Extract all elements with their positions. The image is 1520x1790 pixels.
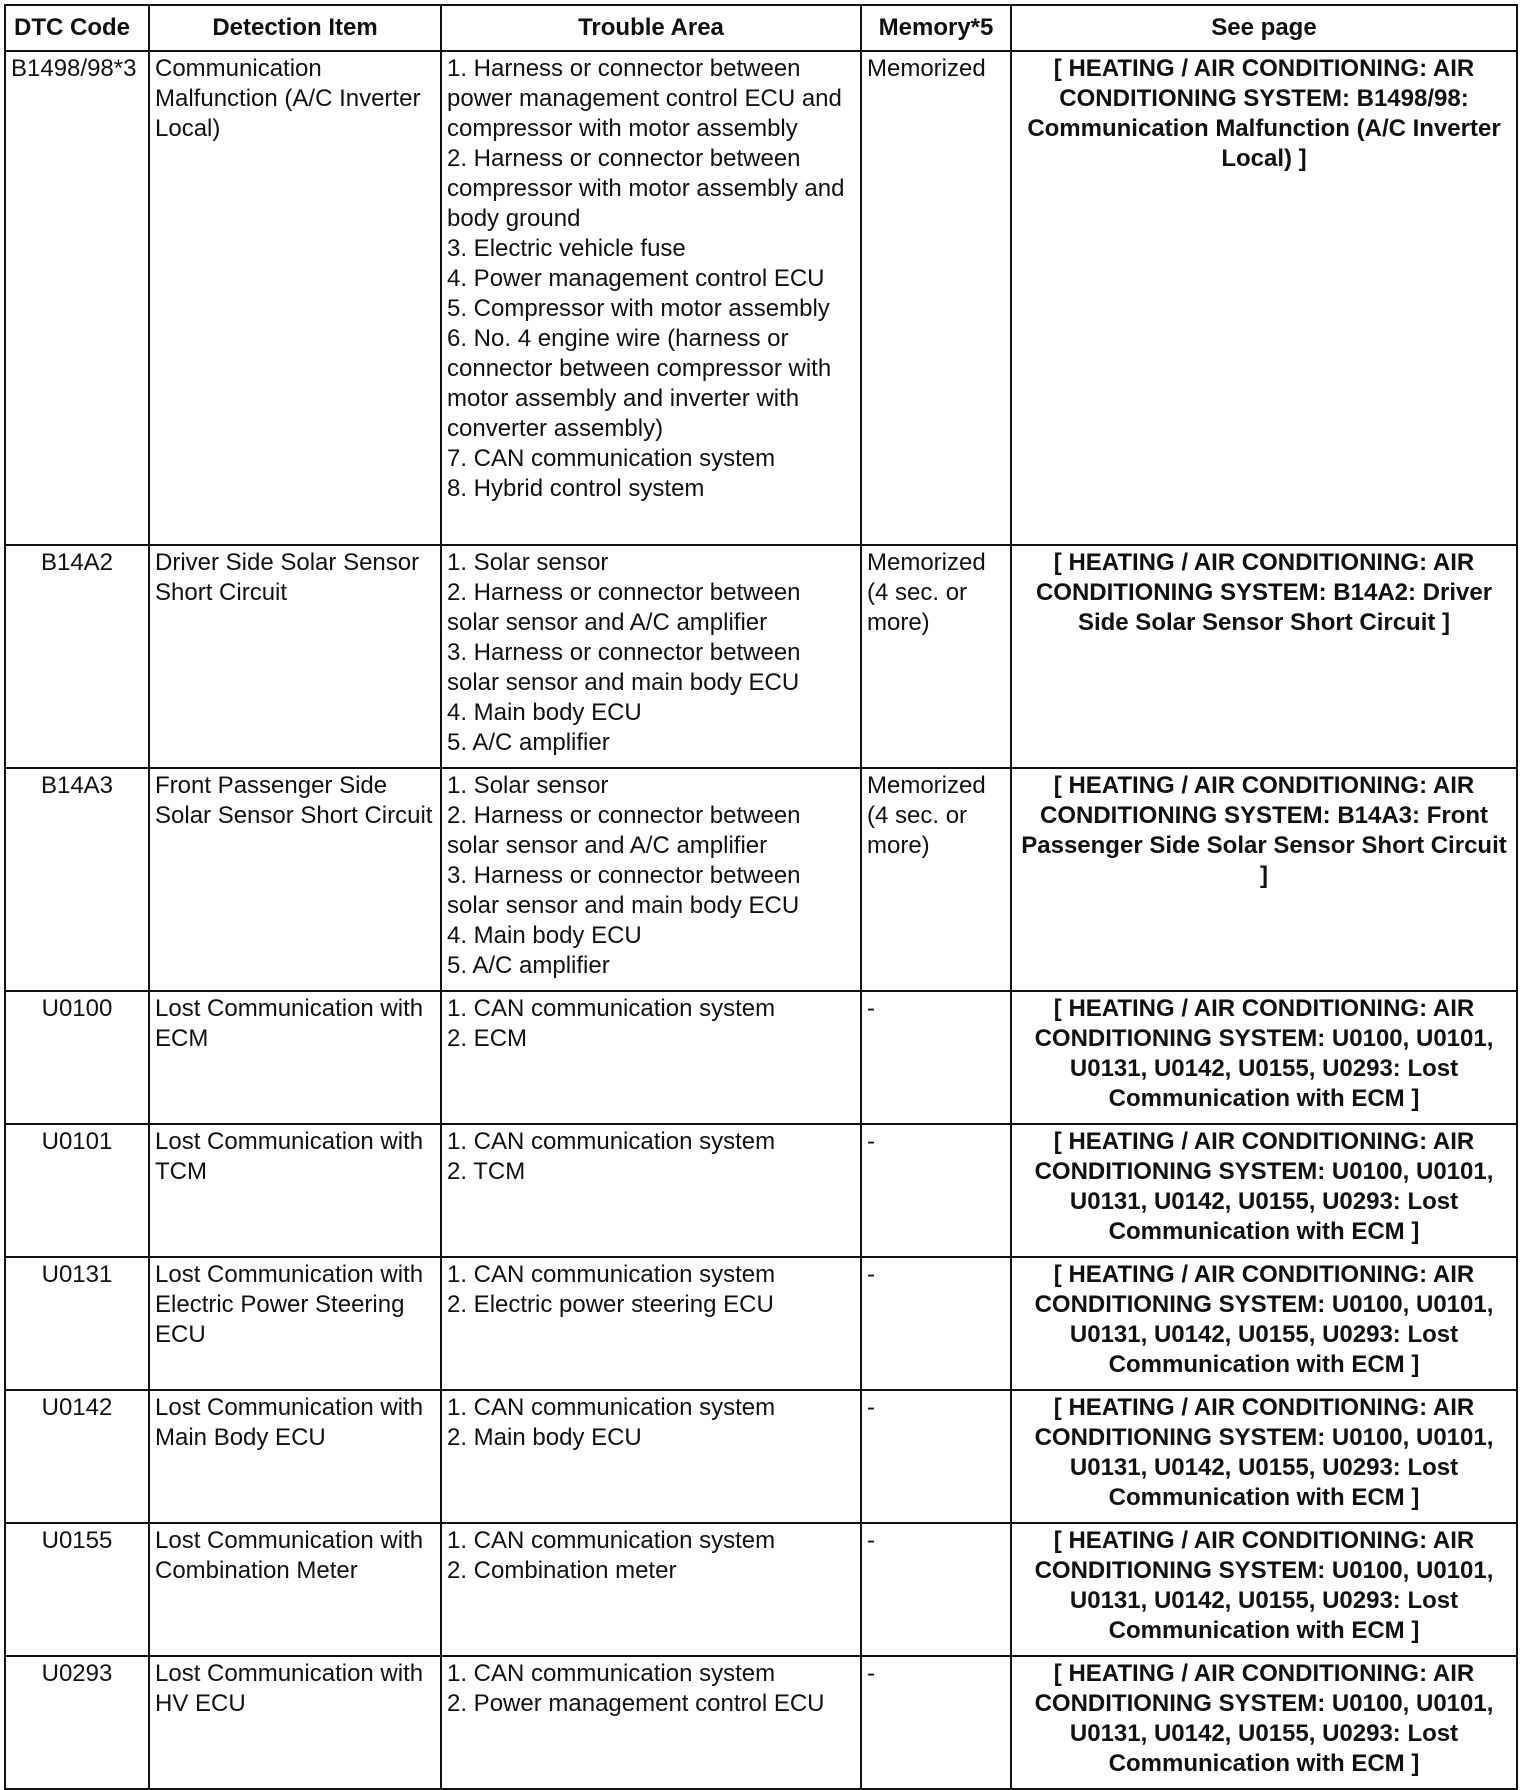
trouble-area-item: 1. CAN communication system [447, 1128, 776, 1155]
dtc-code-cell: B1498/98*3 [5, 51, 149, 545]
table-row [5, 51, 1517, 545]
header-trouble-area: Trouble Area [441, 5, 861, 51]
trouble-area-item: 1. CAN communication system [447, 995, 776, 1022]
trouble-area-item: 6. No. 4 engine wire (harness or connector between compressor with motor assembly and inverter with converter assembly) [447, 325, 832, 442]
trouble-area-item: 2. Electric power steering ECU [447, 1291, 774, 1318]
memory-cell: - [861, 1124, 1011, 1257]
memory-cell: - [861, 1656, 1011, 1789]
detection-item-cell: Lost Communication with HV ECU [149, 1656, 441, 1789]
dtc-code-cell: U0101 [5, 1124, 149, 1257]
dtc-code-cell: U0131 [5, 1257, 149, 1390]
trouble-area-item: 3. Electric vehicle fuse [447, 235, 686, 262]
dtc-code-cell: B14A3 [5, 768, 149, 991]
memory-cell: Memorized [861, 51, 1011, 545]
trouble-area-cell [441, 768, 861, 991]
table-row [5, 991, 1517, 1124]
see-page-link[interactable]: [ HEATING / AIR CONDITIONING: AIR CONDITIONING SYSTEM: U0100, U0101, U0131, U0142, U0155, U0293: Lost Communication with ECM ] [1011, 1656, 1517, 1789]
table-row [5, 1523, 1517, 1656]
trouble-area-cell [441, 51, 861, 545]
see-page-link[interactable]: [ HEATING / AIR CONDITIONING: AIR CONDITIONING SYSTEM: U0100, U0101, U0131, U0142, U0155, U0293: Lost Communication with ECM ] [1011, 991, 1517, 1124]
see-page-link[interactable]: [ HEATING / AIR CONDITIONING: AIR CONDITIONING SYSTEM: U0100, U0101, U0131, U0142, U0155, U0293: Lost Communication with ECM ] [1011, 1390, 1517, 1523]
trouble-area-cell [441, 1390, 861, 1523]
trouble-area-item: 1. CAN communication system [447, 1660, 776, 1687]
detection-item-cell: Lost Communication with TCM [149, 1124, 441, 1257]
table-row [5, 768, 1517, 991]
trouble-area-item: 2. Harness or connector between compressor with motor assembly and body ground [447, 145, 845, 232]
table-row [5, 1257, 1517, 1390]
trouble-area-cell [441, 991, 861, 1124]
dtc-code-cell: U0100 [5, 991, 149, 1124]
trouble-area-item: 2. Power management control ECU [447, 1690, 825, 1717]
see-page-link[interactable]: [ HEATING / AIR CONDITIONING: AIR CONDITIONING SYSTEM: B14A2: Driver Side Solar Sensor Short Circuit ] [1011, 545, 1517, 768]
see-page-link[interactable]: [ HEATING / AIR CONDITIONING: AIR CONDITIONING SYSTEM: B1498/98: Communication Malfunction (A/C Inverter Local) ] [1011, 51, 1517, 545]
dtc-code-cell: U0293 [5, 1656, 149, 1789]
trouble-area-item: 2. Combination meter [447, 1557, 677, 1584]
dtc-code-cell: U0142 [5, 1390, 149, 1523]
trouble-area-item: 7. CAN communication system [447, 445, 776, 472]
header-dtc-code: DTC Code [5, 5, 149, 51]
trouble-area-item: 1. Harness or connector between power management control ECU and compressor with motor assembly [447, 55, 842, 142]
detection-item-cell: Lost Communication with Combination Meter [149, 1523, 441, 1656]
trouble-area-item: 2. TCM [447, 1158, 526, 1185]
see-page-link[interactable]: [ HEATING / AIR CONDITIONING: AIR CONDITIONING SYSTEM: U0100, U0101, U0131, U0142, U0155, U0293: Lost Communication with ECM ] [1011, 1124, 1517, 1257]
detection-item-cell: Lost Communication with ECM [149, 991, 441, 1124]
trouble-area-item: 3. Harness or connector between solar sensor and main body ECU [447, 639, 801, 696]
trouble-area-item: 2. Main body ECU [447, 1424, 642, 1451]
trouble-area-cell [441, 1523, 861, 1656]
detection-item-cell: Front Passenger Side Solar Sensor Short Circuit [149, 768, 441, 991]
trouble-area-item: 4. Main body ECU [447, 922, 642, 949]
trouble-area-item: 2. ECM [447, 1025, 528, 1052]
memory-cell: - [861, 1390, 1011, 1523]
trouble-area-cell [441, 1124, 861, 1257]
memory-cell: - [861, 1523, 1011, 1656]
memory-cell: - [861, 1257, 1011, 1390]
header-see-page: See page [1011, 5, 1517, 51]
table-header [5, 5, 1517, 51]
memory-cell: Memorized (4 sec. or more) [861, 768, 1011, 991]
trouble-area-item: 5. A/C amplifier [447, 729, 610, 756]
dtc-code-cell: B14A2 [5, 545, 149, 768]
memory-cell: Memorized (4 sec. or more) [861, 545, 1011, 768]
trouble-area-item: 5. Compressor with motor assembly [447, 295, 830, 322]
trouble-area-item: 1. Solar sensor [447, 772, 609, 799]
trouble-area-item: 4. Power management control ECU [447, 265, 825, 292]
table-row [5, 1390, 1517, 1523]
see-page-link[interactable]: [ HEATING / AIR CONDITIONING: AIR CONDITIONING SYSTEM: U0100, U0101, U0131, U0142, U0155, U0293: Lost Communication with ECM ] [1011, 1257, 1517, 1390]
trouble-area-item: 3. Harness or connector between solar sensor and main body ECU [447, 862, 801, 919]
trouble-area-item: 1. Solar sensor [447, 549, 609, 576]
detection-item-cell: Communication Malfunction (A/C Inverter Local) [149, 51, 441, 545]
table-row [5, 545, 1517, 768]
trouble-area-item: 2. Harness or connector between solar sensor and A/C amplifier [447, 802, 801, 859]
trouble-area-cell [441, 1656, 861, 1789]
table-body [5, 51, 1517, 1789]
trouble-area-item: 1. CAN communication system [447, 1394, 776, 1421]
table-row [5, 1124, 1517, 1257]
trouble-area-item: 1. CAN communication system [447, 1527, 776, 1554]
trouble-area-item: 5. A/C amplifier [447, 952, 610, 979]
trouble-area-item: 2. Harness or connector between solar sensor and A/C amplifier [447, 579, 801, 636]
trouble-area-item: 1. CAN communication system [447, 1261, 776, 1288]
trouble-area-cell [441, 545, 861, 768]
header-row [5, 5, 1517, 51]
detection-item-cell: Lost Communication with Main Body ECU [149, 1390, 441, 1523]
see-page-link[interactable]: [ HEATING / AIR CONDITIONING: AIR CONDITIONING SYSTEM: B14A3: Front Passenger Side Solar Sensor Short Circuit ] [1011, 768, 1517, 991]
detection-item-cell: Driver Side Solar Sensor Short Circuit [149, 545, 441, 768]
detection-item-cell: Lost Communication with Electric Power Steering ECU [149, 1257, 441, 1390]
dtc-code-cell: U0155 [5, 1523, 149, 1656]
trouble-area-item: 8. Hybrid control system [447, 475, 705, 502]
memory-cell: - [861, 991, 1011, 1124]
header-detection-item: Detection Item [149, 5, 441, 51]
trouble-area-item: 4. Main body ECU [447, 699, 642, 726]
see-page-link[interactable]: [ HEATING / AIR CONDITIONING: AIR CONDITIONING SYSTEM: U0100, U0101, U0131, U0142, U0155, U0293: Lost Communication with ECM ] [1011, 1523, 1517, 1656]
dtc-table [4, 4, 1518, 1790]
trouble-area-cell [441, 1257, 861, 1390]
header-memory: Memory*5 [861, 5, 1011, 51]
table-row [5, 1656, 1517, 1789]
